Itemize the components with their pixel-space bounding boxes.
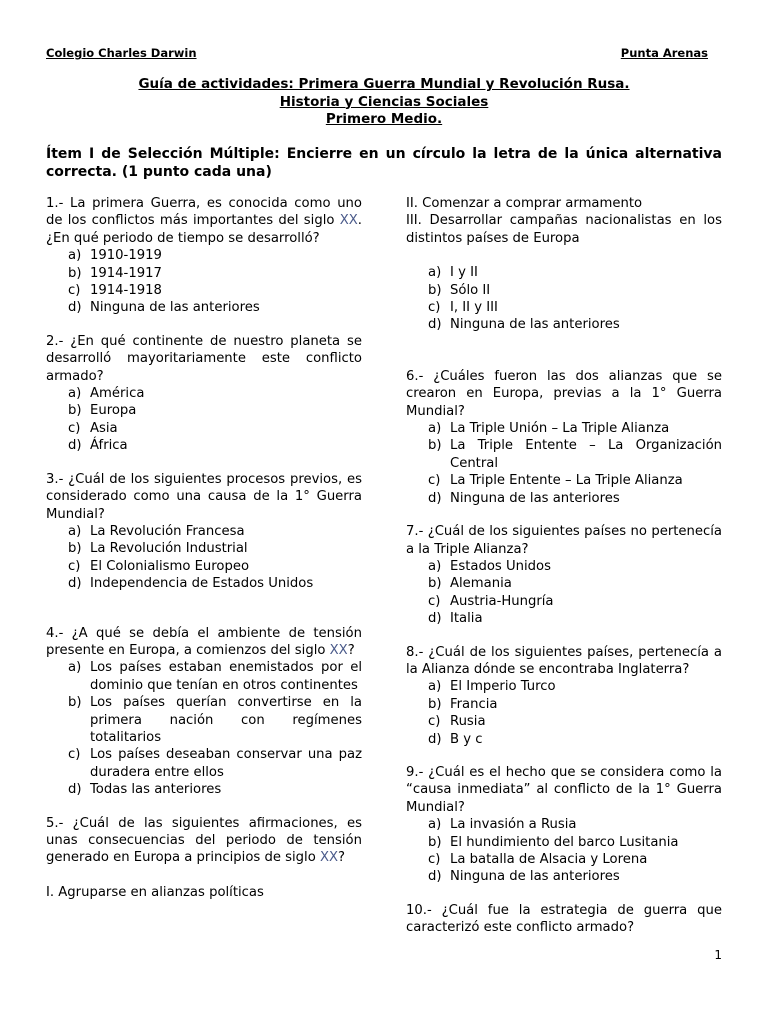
question-5 — [46, 815, 362, 902]
question-text: 7.- ¿Cuál de los siguientes países no pertenecía a la Triple Alianza? — [406, 524, 722, 557]
option-b[interactable]: b) Europa — [68, 403, 137, 419]
option-a[interactable]: a) La Revolución Francesa — [68, 523, 245, 539]
question-9 — [406, 764, 722, 886]
option-b[interactable]: b) Los países querían convertirse en la primera nación con regímenes totalitarios — [68, 695, 362, 745]
question-text: 9.- ¿Cuál es el hecho que se considera como la “causa inmediata” al conflicto de la 1° Guerra Mundial? — [406, 764, 722, 815]
question-8 — [406, 644, 722, 748]
grade-title: Primero Medio. — [325, 111, 443, 127]
options-list — [46, 385, 362, 455]
question-text: 5.- ¿Cuál de las siguientes afirmaciones, es unas consecuencias del periodo de tensión generado en Europa a principios de siglo XX? — [46, 815, 362, 866]
city-name: Punta Arenas — [620, 46, 708, 60]
question-text: 3.- ¿Cuál de los siguientes procesos previos, es considerado como una causa de la 1° Guerra Mundial? — [46, 471, 362, 522]
option-a[interactable]: a) I y II — [428, 265, 478, 281]
option-a[interactable]: a) La invasión a Rusia — [428, 817, 577, 833]
question-1 — [46, 195, 362, 317]
statement-3: III. Desarrollar campañas nacionalistas en los distintos países de Europa — [406, 213, 722, 246]
option-d[interactable]: d) Ninguna de las anteriores — [428, 869, 620, 885]
option-c[interactable]: c) Austria-Hungría — [428, 593, 554, 609]
option-a[interactable]: a) Estados Unidos — [428, 558, 551, 574]
left-column — [46, 195, 362, 917]
option-d[interactable]: d) Ninguna de las anteriores — [68, 300, 260, 316]
options-list — [46, 247, 362, 317]
option-c[interactable]: c) Asia — [68, 420, 118, 436]
options-list — [406, 264, 722, 334]
option-c[interactable]: c) Rusia — [428, 714, 486, 730]
question-text: 10.- ¿Cuál fue la estrategia de guerra que caracterizó este conflicto armado? — [406, 902, 722, 936]
option-a[interactable]: a) América — [68, 386, 145, 402]
option-d[interactable]: d) Ninguna de las anteriores — [428, 317, 620, 333]
option-c[interactable]: c) La batalla de Alsacia y Lorena — [428, 852, 648, 867]
option-b[interactable]: b) 1914-1917 — [68, 265, 162, 281]
option-d[interactable]: d) Italia — [428, 611, 483, 627]
option-d[interactable]: d) Independencia de Estados Unidos — [68, 576, 314, 592]
question-text: 6.- ¿Cuáles fueron las dos alianzas que se crearon en Europa, previas a la 1° Guerra Mundial? — [406, 368, 722, 419]
question-2 — [46, 333, 362, 455]
guide-title: Guía de actividades: Primera Guerra Mundial y Revolución Rusa. — [138, 76, 630, 92]
option-c[interactable]: c) La Triple Entente – La Triple Alianza — [428, 473, 683, 489]
page-number: 1 — [714, 948, 722, 962]
instructions: Ítem I de Selección Múltiple: Encierre en un círculo la letra de la única alternativa correcta. (1 punto cada una) — [46, 146, 722, 180]
option-a[interactable]: a) El Imperio Turco — [428, 679, 556, 695]
option-b[interactable]: b) El hundimiento del barco Lusitania — [428, 834, 679, 850]
option-b[interactable]: b) La Triple Entente – La Organización Central — [428, 438, 722, 471]
right-column — [406, 195, 722, 953]
question-text: 4.- ¿A qué se debía el ambiente de tensión presente en Europa, a comienzos del siglo XX? — [46, 625, 362, 658]
question-5-continued — [406, 195, 722, 334]
options-list — [406, 816, 722, 886]
option-b[interactable]: b) Sólo II — [428, 282, 491, 298]
option-d[interactable]: d) Ninguna de las anteriores — [428, 490, 620, 506]
option-a[interactable]: a) La Triple Unión – La Triple Alianza — [428, 421, 670, 437]
option-d[interactable]: d) Todas las anteriores — [68, 782, 222, 798]
options-list — [406, 420, 722, 507]
option-c[interactable]: c) 1914-1918 — [68, 283, 162, 299]
question-10 — [406, 902, 722, 937]
document-titles — [46, 76, 722, 129]
option-a[interactable]: a) 1910-1919 — [68, 248, 162, 264]
option-b[interactable]: b) Alemania — [428, 576, 512, 592]
question-text: 8.- ¿Cuál de los siguientes países, pertenecía a la Alianza dónde se encontraba Inglaterra? — [406, 644, 722, 677]
option-d[interactable]: d) África — [68, 438, 128, 454]
option-b[interactable]: b) Francia — [428, 696, 498, 712]
question-6 — [406, 368, 722, 507]
option-c[interactable]: c) I, II y III — [428, 300, 498, 316]
options-list — [406, 558, 722, 628]
question-4 — [46, 625, 362, 799]
question-text: 2.- ¿En qué continente de nuestro planeta se desarrolló mayoritariamente este conflicto armado? — [46, 333, 362, 384]
options-list — [406, 678, 722, 748]
question-text: 1.- La primera Guerra, es conocida como uno de los conflictos más importantes del siglo XX. ¿En qué periodo de tiempo se desarrolló? — [46, 196, 362, 246]
question-7 — [406, 523, 722, 627]
school-name: Colegio Charles Darwin — [46, 46, 197, 60]
options-list — [46, 659, 362, 798]
option-a[interactable]: a) Los países estaban enemistados por el dominio que tenían en otros continentes — [68, 660, 362, 693]
statement-1: I. Agruparse en alianzas políticas — [46, 884, 264, 900]
option-c[interactable]: c) Los países deseaban conservar una paz duradera entre ellos — [68, 747, 362, 780]
option-b[interactable]: b) La Revolución Industrial — [68, 541, 248, 557]
options-list — [46, 523, 362, 593]
option-c[interactable]: c) El Colonialismo Europeo — [68, 558, 250, 574]
option-d[interactable]: d) B y c — [428, 731, 483, 747]
statement-2: II. Comenzar a comprar armamento — [406, 196, 643, 211]
question-3 — [46, 471, 362, 593]
subject-title: Historia y Ciencias Sociales — [279, 93, 489, 110]
